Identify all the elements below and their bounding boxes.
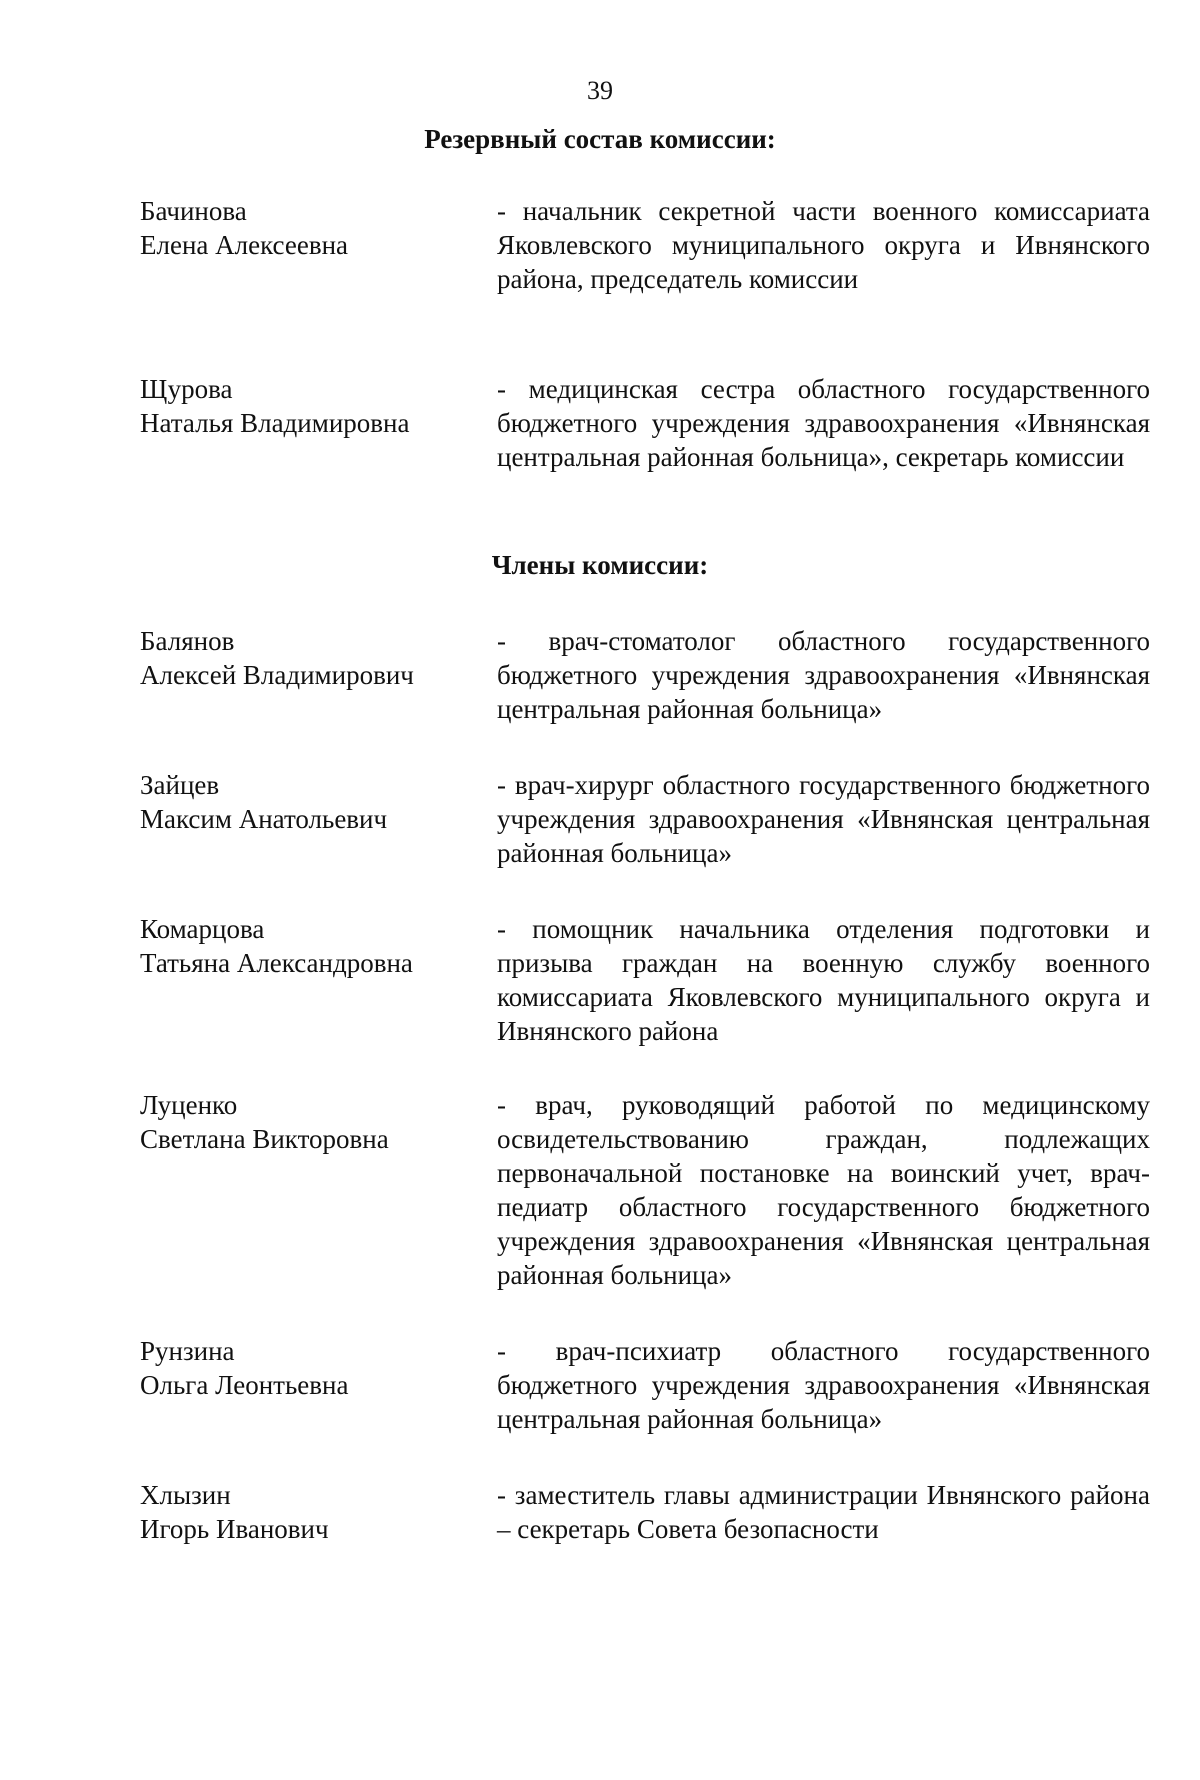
person-name — [140, 768, 480, 836]
person-role: - врач, руководящий работой по медицинскому освидетельствованию граждан, подлежащих первоначальной постановке на воинский учет, врач-педиатр областного государственного бюджетного учреждения здравоохранения «Ивнянская центральная районная больница» — [497, 1090, 1150, 1290]
person-name — [140, 624, 480, 692]
person-role: - врач-хирург областного государственного бюджетного учреждения здравоохранения «Ивнянская центральная районная больница» — [497, 770, 1150, 868]
surname: Комарцова — [140, 914, 265, 944]
member-entry — [140, 912, 1150, 1048]
member-entry — [140, 1334, 1150, 1436]
given-names: Алексей Владимирович — [140, 660, 414, 690]
person-role: - врач-стоматолог областного государственного бюджетного учреждения здравоохранения «Ивнянская центральная районная больница» — [497, 626, 1150, 724]
surname: Рунзина — [140, 1336, 235, 1366]
member-entry — [140, 624, 1150, 726]
person-name — [140, 194, 480, 262]
surname: Хлызин — [140, 1480, 231, 1510]
person-name — [140, 372, 480, 440]
person-role: - медицинская сестра областного государственного бюджетного учреждения здравоохранения «Ивнянская центральная районная больница», секретарь комиссии — [497, 374, 1150, 472]
given-names: Наталья Владимировна — [140, 408, 410, 438]
members-heading: Члены комиссии: — [491, 550, 709, 580]
member-entry — [140, 768, 1150, 870]
person-role: - заместитель главы администрации Ивнянского района – секретарь Совета безопасности — [497, 1480, 1150, 1544]
person-name — [140, 1478, 480, 1546]
surname: Балянов — [140, 626, 235, 656]
given-names: Светлана Викторовна — [140, 1124, 389, 1154]
reserve-heading: Резервный состав комиссии: — [424, 124, 776, 154]
given-names: Татьяна Александровна — [140, 948, 413, 978]
given-names: Игорь Иванович — [140, 1514, 329, 1544]
person-role: - помощник начальника отделения подготовки и призыва граждан на военную службу военного комиссариата Яковлевского муниципального округа и Ивнянского района — [497, 914, 1150, 1046]
surname: Щурова — [140, 374, 233, 404]
person-name — [140, 912, 480, 980]
surname: Бачинова — [140, 196, 247, 226]
given-names: Елена Алексеевна — [140, 230, 348, 260]
page-number: 39 — [587, 76, 613, 105]
surname: Луценко — [140, 1090, 238, 1120]
reserve-entry — [140, 194, 1150, 296]
given-names: Ольга Леонтьевна — [140, 1370, 349, 1400]
person-name — [140, 1088, 480, 1156]
person-role: - врач-психиатр областного государственного бюджетного учреждения здравоохранения «Ивнянская центральная районная больница» — [497, 1336, 1150, 1434]
surname: Зайцев — [140, 770, 220, 800]
person-role: - начальник секретной части военного комиссариата Яковлевского муниципального округа и Ивнянского района, председатель комиссии — [497, 196, 1150, 294]
member-entry — [140, 1478, 1150, 1546]
reserve-entry — [140, 372, 1150, 474]
member-entry — [140, 1088, 1150, 1292]
person-name — [140, 1334, 480, 1402]
given-names: Максим Анатольевич — [140, 804, 388, 834]
